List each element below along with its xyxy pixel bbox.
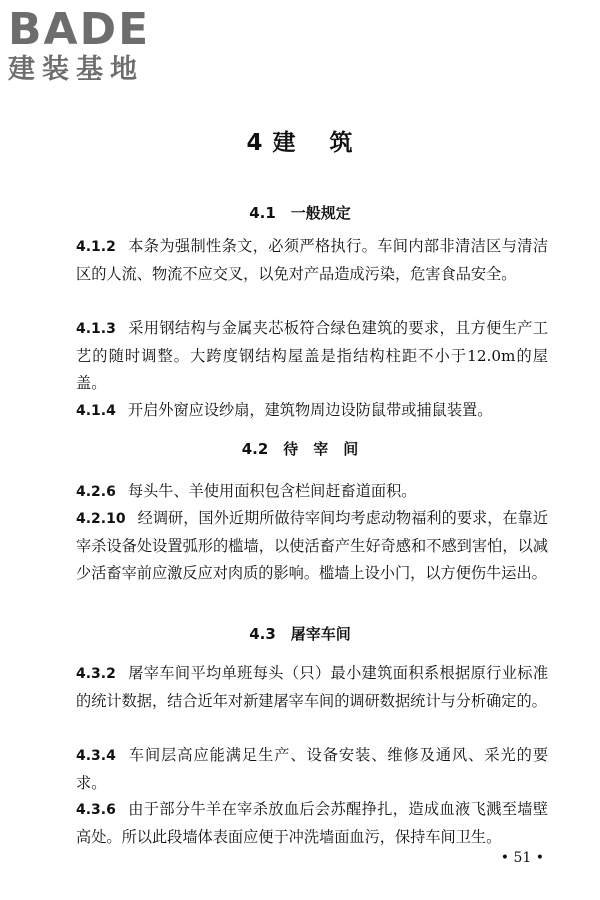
- chapter-title: 4 建 筑: [246, 130, 354, 156]
- logo-subtitle: 建装基地: [8, 54, 144, 85]
- clause-number: 4.1.4: [76, 403, 116, 419]
- clause-text: 每头牛、羊使用面积包含栏间赶畜道面积。: [127, 482, 417, 500]
- clause-4-1-2: [76, 233, 548, 288]
- bade-logo: [8, 6, 178, 86]
- clause-text: 屠宰车间平均单班每头（只）最小建筑面积系根据原行业标准的统计数据，结合近年对新建屠宰车间的调研数据统计与分析确定的。: [76, 664, 548, 711]
- clause-number: 4.2.6: [76, 484, 116, 500]
- clause-number: 4.3.6: [76, 802, 116, 818]
- section-heading-4-2: 4.2 待 宰 间: [241, 440, 359, 458]
- clause-4-3-4: [76, 742, 548, 797]
- clause-4-1-4: [76, 397, 548, 425]
- clause-text: 采用钢结构与金属夹芯板符合绿色建筑的要求，且方便生产工艺的随时调整。大跨度钢结构屋盖是指结构柱距不小于12.0m的屋盖。: [76, 319, 548, 393]
- logo-wordmark: BADE: [8, 4, 151, 55]
- page-number: • 51 •: [500, 850, 544, 866]
- clause-number: 4.3.2: [76, 666, 116, 682]
- clause-text: 车间层高应能满足生产、设备安装、维修及通风、采光的要求。: [76, 746, 548, 793]
- section-heading-4-3: 4.3 屠宰车间: [249, 625, 351, 643]
- clause-number: 4.1.3: [76, 321, 116, 337]
- clause-4-2-6: [76, 478, 548, 506]
- clause-text: 经调研，国外近期所做待宰间均考虑动物福利的要求，在靠近宰杀设备处设置弧形的槛墙，以使活畜产生好奇感和不感到害怕，以减少活畜宰前应激反应对肉质的影响。槛墙上设小门，以方便伤牛运出。: [76, 509, 548, 583]
- clause-text: 本条为强制性条文，必须严格执行。车间内部非清洁区与清洁区的人流、物流不应交叉，以免对产品造成污染，危害食品安全。: [76, 237, 548, 284]
- clause-4-3-2: [76, 660, 548, 715]
- clause-text: 开启外窗应设纱扇，建筑物周边设防鼠带或捕鼠装置。: [127, 401, 493, 419]
- clause-4-2-10: [76, 505, 548, 588]
- clause-4-1-3: [76, 315, 548, 398]
- clause-4-3-6: [76, 796, 548, 851]
- clause-text: 由于部分牛羊在宰杀放血后会苏醒挣扎，造成血液飞溅至墙壁高处。所以此段墙体表面应便于冲洗墙面血污，保持车间卫生。: [76, 800, 548, 847]
- clause-number: 4.2.10: [76, 511, 126, 527]
- clause-number: 4.1.2: [76, 239, 116, 255]
- section-heading-4-1: 4.1 一般规定: [249, 204, 351, 222]
- clause-number: 4.3.4: [76, 748, 116, 764]
